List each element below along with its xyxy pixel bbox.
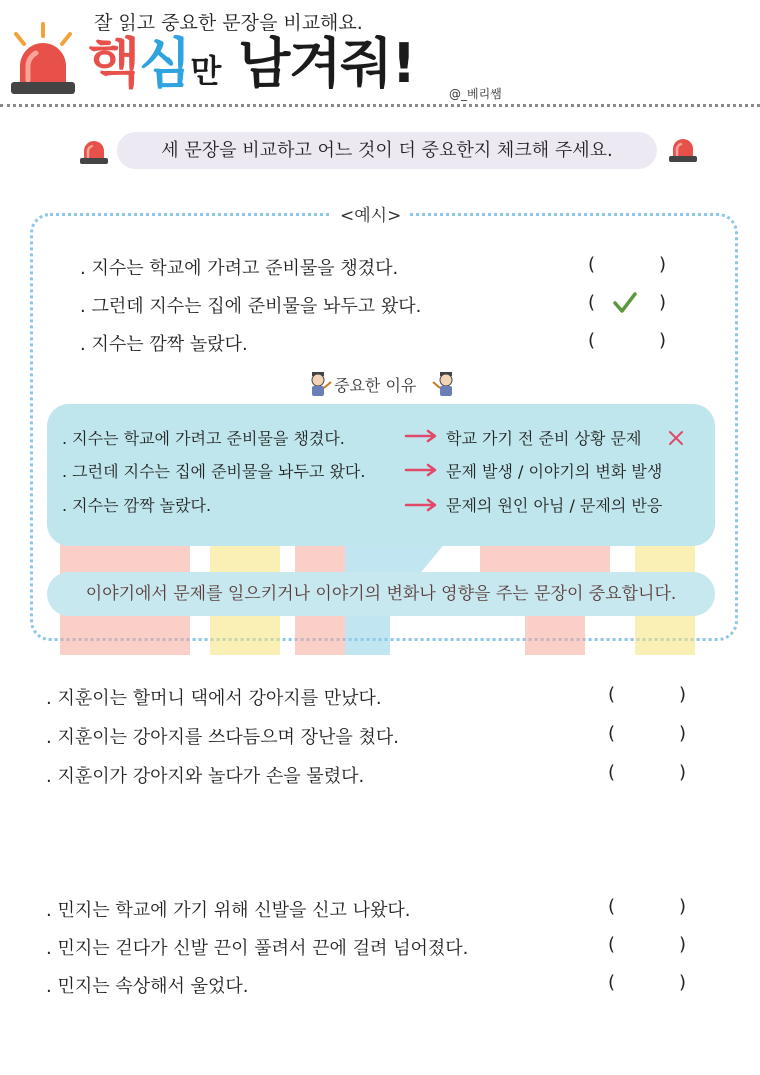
question-sentence-6: . 민지는 속상해서 울었다.	[46, 976, 249, 997]
question-sentence-3: . 지훈이가 강아지와 놀다가 손을 물렸다.	[46, 766, 365, 787]
answer-paren-close-3[interactable]: )	[679, 762, 687, 783]
title-part-4: 남겨줘!	[238, 32, 416, 95]
header-divider	[0, 104, 760, 107]
arrow-right-icon	[404, 462, 440, 478]
page-title	[88, 34, 415, 101]
reason-left-2: . 그런데 지수는 집에 준비물을 놔두고 왔다.	[62, 462, 366, 481]
question-sentence-1: . 지훈이는 할머니 댁에서 강아지를 만났다.	[46, 688, 382, 709]
question-sentence-4: . 민지는 학교에 가기 위해 신발을 신고 나왔다.	[46, 900, 411, 921]
check-icon	[612, 290, 638, 316]
subtitle: 잘 읽고 중요한 문장을 비교해요.	[94, 12, 363, 34]
question-sentence-5: . 민지는 걷다가 신발 끈이 풀려서 끈에 걸려 넘어졌다.	[46, 938, 469, 959]
example-paren-close-1: )	[659, 254, 667, 275]
example-paren-close-3: )	[659, 330, 667, 351]
arrow-right-icon	[404, 497, 440, 513]
reason-right-3: 문제의 원인 아님 / 문제의 반응	[446, 496, 663, 515]
teacher-icon	[306, 370, 332, 398]
answer-paren-open-3[interactable]: (	[608, 762, 616, 783]
title-part-3: 만	[190, 52, 221, 90]
example-paren-open-1: (	[588, 254, 596, 275]
answer-paren-open-1[interactable]: (	[608, 684, 616, 705]
answer-paren-close-1[interactable]: )	[679, 684, 687, 705]
answer-paren-open-6[interactable]: (	[608, 972, 616, 993]
instruction-text: 세 문장을 비교하고 어느 것이 더 중요한지 체크해 주세요.	[117, 132, 657, 169]
reason-right-2: 문제 발생 / 이야기의 변화 발생	[446, 462, 663, 481]
example-sentence-1: . 지수는 학교에 가려고 준비물을 챙겼다.	[80, 258, 399, 279]
left-siren-icon	[78, 137, 110, 165]
answer-paren-open-5[interactable]: (	[608, 934, 616, 955]
x-mark-icon	[667, 429, 685, 447]
reason-title: 중요한 이유	[334, 376, 417, 395]
answer-paren-close-2[interactable]: )	[679, 723, 687, 744]
right-siren-icon	[667, 135, 699, 163]
answer-paren-close-4[interactable]: )	[679, 896, 687, 917]
example-label: <예시>	[332, 201, 409, 226]
title-part-2: 심	[139, 32, 191, 95]
question-sentence-2: . 지훈이는 강아지를 쓰다듬으며 장난을 쳤다.	[46, 727, 400, 748]
author-credit: @_베리쌤	[449, 87, 502, 101]
example-sentence-2: . 그런데 지수는 집에 준비물을 놔두고 왔다.	[80, 296, 422, 317]
teacher-icon	[432, 370, 458, 398]
answer-paren-close-6[interactable]: )	[679, 972, 687, 993]
reason-left-3: . 지수는 깜짝 놀랐다.	[62, 496, 212, 515]
answer-paren-open-2[interactable]: (	[608, 723, 616, 744]
example-paren-open-2: (	[588, 292, 596, 313]
arrow-right-icon	[404, 428, 440, 444]
reason-right-1: 학교 가기 전 준비 상황 문제	[446, 429, 642, 448]
example-sentence-3: . 지수는 깜짝 놀랐다.	[80, 334, 248, 355]
conclusion-text: 이야기에서 문제를 일으키거나 이야기의 변화나 영향을 주는 문장이 중요합니다.	[47, 572, 715, 616]
example-paren-open-3: (	[588, 330, 596, 351]
example-paren-close-2: )	[659, 292, 667, 313]
answer-paren-open-4[interactable]: (	[608, 896, 616, 917]
header-siren-icon	[6, 22, 80, 98]
answer-paren-close-5[interactable]: )	[679, 934, 687, 955]
title-part-1: 핵	[88, 32, 140, 95]
reason-left-1: . 지수는 학교에 가려고 준비물을 챙겼다.	[62, 429, 345, 448]
